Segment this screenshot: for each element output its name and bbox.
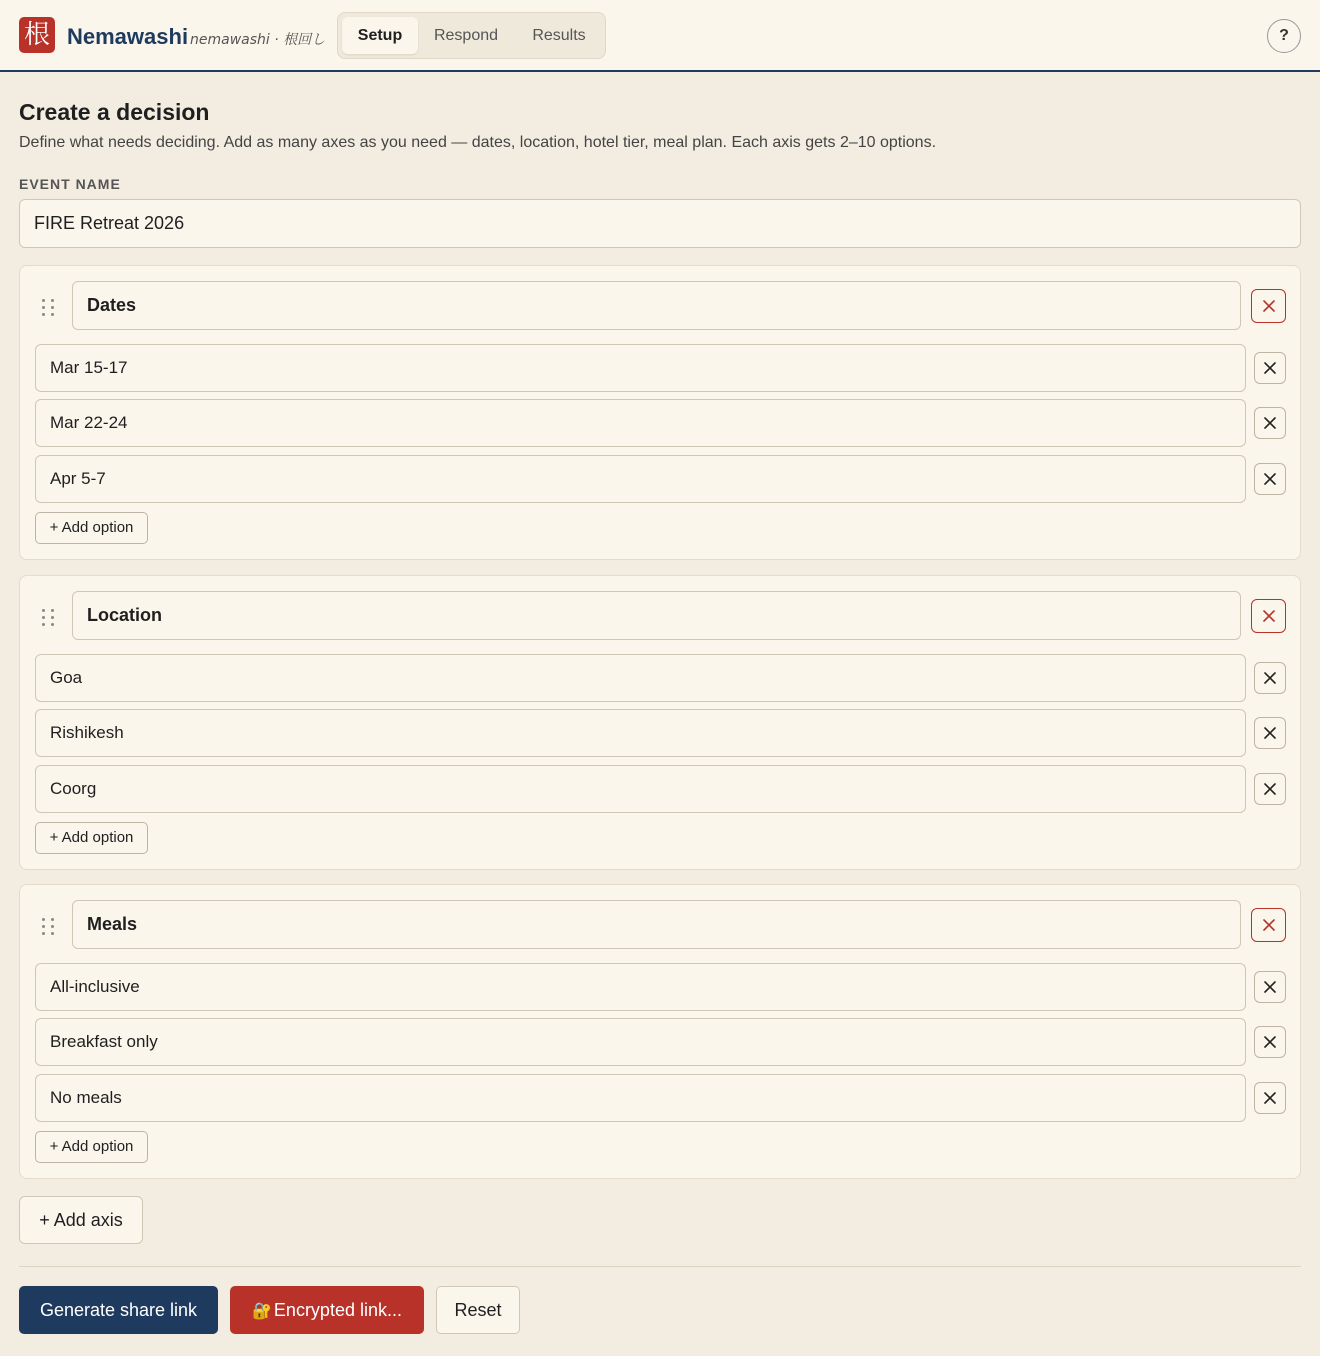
add-option-button[interactable]: + Add option — [35, 822, 148, 854]
option-input[interactable] — [35, 399, 1246, 447]
close-icon — [1264, 1092, 1276, 1104]
remove-option-button[interactable] — [1254, 463, 1286, 495]
close-icon — [1264, 783, 1276, 795]
page-title: Create a decision — [19, 99, 210, 125]
divider — [19, 1266, 1301, 1267]
encrypted-link-button[interactable] — [230, 1286, 424, 1334]
help-button[interactable]: ? — [1267, 19, 1301, 53]
remove-option-button[interactable] — [1254, 773, 1286, 805]
add-option-button[interactable]: + Add option — [35, 1131, 148, 1163]
close-icon — [1264, 473, 1276, 485]
axis-card-location — [19, 575, 1301, 870]
encrypted-link-label: Encrypted link... — [273, 1300, 402, 1320]
close-icon — [1264, 1036, 1276, 1048]
close-icon — [1264, 362, 1276, 374]
tab-respond[interactable]: Respond — [433, 27, 499, 44]
remove-option-button[interactable] — [1254, 1082, 1286, 1114]
top-bar — [0, 0, 1320, 72]
event-name-label: EVENT NAME — [19, 176, 121, 192]
axis-name-input[interactable] — [72, 281, 1241, 330]
option-input[interactable] — [35, 765, 1246, 813]
close-icon — [1263, 919, 1275, 931]
option-input[interactable] — [35, 455, 1246, 503]
page-description: Define what needs deciding. Add as many axes as you need — dates, location, hotel tier, meal plan. Each axis gets 2–10 options. — [19, 134, 937, 151]
tab-bar — [337, 12, 606, 59]
close-icon — [1264, 672, 1276, 684]
option-input[interactable] — [35, 963, 1246, 1011]
close-icon — [1264, 727, 1276, 739]
close-icon — [1263, 300, 1275, 312]
remove-option-button[interactable] — [1254, 352, 1286, 384]
drag-handle-icon[interactable] — [40, 608, 58, 626]
option-input[interactable] — [35, 344, 1246, 392]
generate-share-link-button[interactable]: Generate share link — [19, 1286, 218, 1334]
option-input[interactable] — [35, 1018, 1246, 1066]
tab-setup[interactable]: Setup — [342, 17, 418, 54]
lock-icon: 🔐 — [252, 1301, 272, 1320]
axis-name-input[interactable] — [72, 591, 1241, 640]
option-input[interactable] — [35, 654, 1246, 702]
brand-subtitle: nemawashi · 根回し — [190, 32, 326, 48]
remove-axis-button[interactable] — [1251, 289, 1286, 323]
remove-axis-button[interactable] — [1251, 599, 1286, 633]
add-option-button[interactable]: + Add option — [35, 512, 148, 544]
remove-option-button[interactable] — [1254, 971, 1286, 1003]
axis-name-input[interactable] — [72, 900, 1241, 949]
remove-option-button[interactable] — [1254, 407, 1286, 439]
event-name-input[interactable] — [19, 199, 1301, 248]
brand-name: Nemawashi — [67, 24, 189, 49]
logo-icon: 根 — [19, 17, 55, 53]
tab-results[interactable]: Results — [532, 27, 586, 44]
remove-option-button[interactable] — [1254, 662, 1286, 694]
option-input[interactable] — [35, 709, 1246, 757]
drag-handle-icon[interactable] — [40, 917, 58, 935]
reset-button[interactable]: Reset — [436, 1286, 520, 1334]
axis-card-meals — [19, 884, 1301, 1179]
close-icon — [1263, 610, 1275, 622]
remove-option-button[interactable] — [1254, 1026, 1286, 1058]
axis-card-dates — [19, 265, 1301, 560]
option-input[interactable] — [35, 1074, 1246, 1122]
close-icon — [1264, 417, 1276, 429]
remove-axis-button[interactable] — [1251, 908, 1286, 942]
drag-handle-icon[interactable] — [40, 298, 58, 316]
close-icon — [1264, 981, 1276, 993]
remove-option-button[interactable] — [1254, 717, 1286, 749]
add-axis-button[interactable]: + Add axis — [19, 1196, 143, 1244]
